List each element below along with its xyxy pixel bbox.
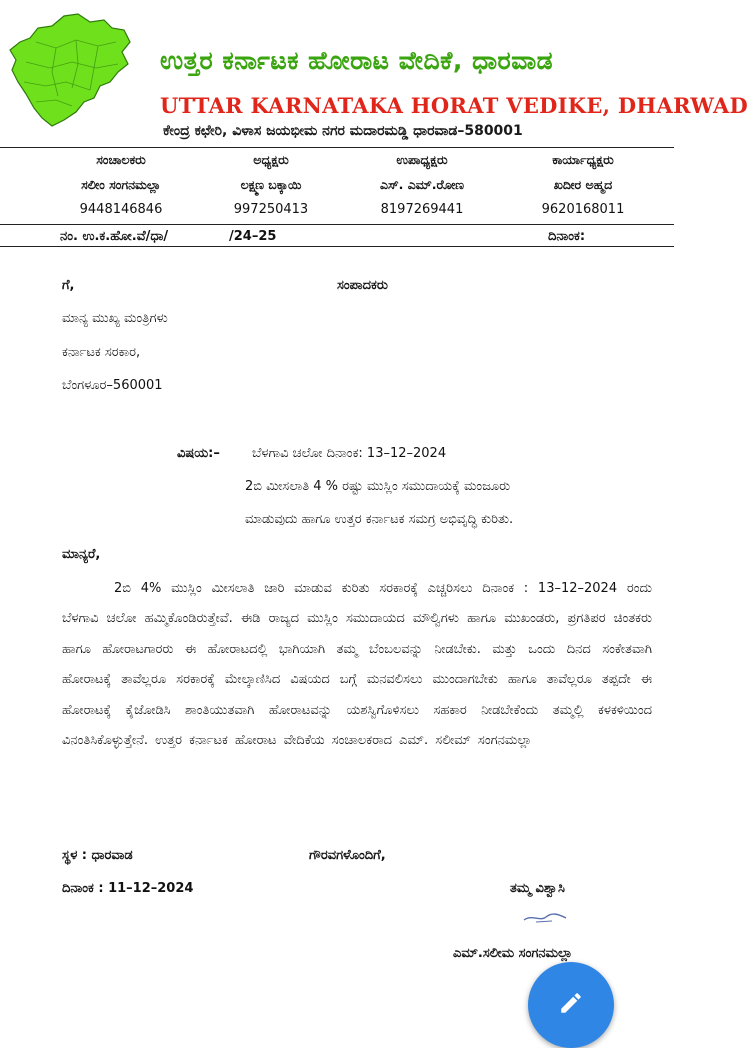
official-phone: 997250413 — [233, 202, 309, 217]
official-role: ಉಪಾಧ್ಯಕ್ಷರು — [396, 152, 448, 167]
reference-number: ನಂ. ಉ.ಕ.ಹೋ.ವೆ/ಧಾ/ — [60, 229, 169, 244]
yours-faithfully: ತಮ್ಮ ವಿಶ್ವಾಸಿ — [510, 881, 565, 896]
recipient-line: ಬೆಂಗಳೂರ–560001 — [62, 378, 163, 393]
cc-editor: ಸಂಪಾದಕರು — [337, 278, 388, 293]
official-name: ಲಕ್ಷ್ಮಣ ಬಕ್ಕಾಯಿ — [240, 177, 302, 192]
official-phone: 8197269441 — [380, 202, 464, 217]
reference-year: /24–25 — [229, 229, 277, 244]
official-name: ಎಸ್. ಎಮ್.ರೋಣ — [379, 177, 465, 192]
official-role: ಸಂಚಾಲಕರು — [96, 152, 146, 167]
subject-line: ಬೆಳಗಾವಿ ಚಲೋ ದಿನಾಂಕ: 13–12–2024 — [252, 446, 447, 461]
org-name-kannada: ಉತ್ತರ ಕರ್ನಾಟಕ ಹೋರಾಟ ವೇದಿಕೆ, ಧಾರವಾಡ — [160, 46, 554, 75]
official-vice-president — [338, 152, 506, 217]
signatory-name: ಎಮ್.ಸಲೀಮ ಸಂಗನಮಲ್ಲಾ — [453, 946, 573, 961]
officials-divider — [0, 224, 674, 225]
recipient-line: ಮಾನ್ಯ ಮುಖ್ಯ ಮಂತ್ರಿಗಳು — [62, 311, 168, 326]
place: ಸ್ಥಳ : ಧಾರವಾಡ — [62, 848, 133, 863]
official-role: ಕಾರ್ಯಾಧ್ಯಕ್ಷರು — [552, 152, 614, 167]
official-convener — [37, 152, 205, 217]
subject-line: 2ಬಿ ಮೀಸಲಾತಿ 4 % ರಷ್ಟು ಮುಸ್ಲಿಂ ಸಮುದಾಯಕ್ಕೆ ಮಂಜೂರು — [245, 479, 511, 494]
official-role: ಅಧ್ಯಕ್ಷರು — [253, 152, 289, 167]
recipient-line: ಕರ್ನಾಟಕ ಸರಕಾರ, — [62, 345, 141, 360]
office-address: ಕೇಂದ್ರ ಕಛೇರಿ, ವಿಳಾಸ ಜಯಭೀಮ ನಗರ ಮದಾರಮಡ್ಡಿ ಧಾರವಾಡ–580001 — [163, 123, 523, 139]
official-working-president — [499, 152, 667, 217]
official-name: ಸಲೀಂ ಸಂಗನಮಲ್ಲಾ — [81, 177, 161, 192]
reference-divider — [0, 246, 674, 247]
letter-date: ದಿನಾಂಕ : 11–12–2024 — [62, 881, 194, 896]
subject-line: ಮಾಡುವುದು ಹಾಗೂ ಉತ್ತರ ಕರ್ನಾಟಕ ಸಮಗ್ರ ಅಭಿವೃದ್ಧಿ ಕುರಿತು. — [245, 512, 514, 527]
letter-body-text: 2ಬಿ 4% ಮುಸ್ಲಿಂ ಮೀಸಲಾತಿ ಜಾರಿ ಮಾಡುವ ಕುರಿತು ಸರಕಾರಕ್ಕೆ ಎಚ್ಚರಿಸಲು ದಿನಾಂಕ : 13–12–2024 ರಂದು ಬೆಳಗಾವಿ ಚಲೋ ಹಮ್ಮಿಕೊಂಡಿರುತ್ತೇವೆ. ಈಡಿ ರಾಜ್ಯದ ಮುಸ್ಲಿಂ ಸಮುದಾಯದ ಮೌಲ್ವಿಗಳು ಹಾಗೂ ಮುಖಂಡರು, ಪ್ರಗತಿಪರ ಚಿಂತಕರು ಹಾಗೂ ಹೋರಾಟಗಾರರು ಈ ಹೋರಾಟದಲ್ಲಿ ಭಾಗಿಯಾಗಿ ತಮ್ಮ ಬೆಂಬಲವನ್ನು ನೀಡಬೇಕು. ಮತ್ತು ಒಂದು ದಿನದ ಸಂಕೇತವಾಗಿ ಹೋರಾಟಕ್ಕೆ ತಾವೆಲ್ಲರೂ ಸರಕಾರಕ್ಕೆ ಮೇಲ್ಕಾಣಿಸಿದ ವಿಷಯದ ಬಗ್ಗೆ ಮನವಲಿಸಲು ಮುಂದಾಗಬೇಕು ಹಾಗೂ ತಾವೆಲ್ಲರೂ ತಪ್ಪದೇ ಈ ಹೋರಾಟಕ್ಕೆ ಕೈಜೋಡಿಸಿ ಶಾಂತಿಯುತವಾಗಿ ಹೋರಾಟವನ್ನು ಯಶಸ್ವಿಗೊಳಿಸಲು ಸಹಕಾರ ನೀಡಬೇಕೆಂದು ತಮ್ಮಲ್ಲಿ ಕಳಕಳಿಯಿಂದ ವಿನಂತಿಸಿಕೊಳ್ಳುತ್ತೇನೆ. ಉತ್ತರ ಕರ್ನಾಟಕ ಹೋರಾಟ ವೇದಿಕೆಯ ಸಂಚಾಲಕರಾದ ಎಮ್. ಸಲೀಮ್ ಸಂಗನಮಲ್ಲಾ — [62, 581, 652, 749]
official-phone: 9448146846 — [79, 202, 163, 217]
signature-mark — [522, 908, 568, 926]
karnataka-map-logo — [6, 12, 134, 130]
official-phone: 9620168011 — [541, 202, 625, 217]
pencil-icon — [558, 990, 584, 1016]
org-name-english: UTTAR KARNATAKA HORAT VEDIKE, DHARWAD — [160, 93, 748, 118]
to-label: ಗೆ, — [62, 278, 75, 293]
subject-label: ವಿಷಯ:– — [177, 446, 220, 461]
letter-body — [62, 574, 652, 756]
official-name: ಖದೀರ ಅಹ್ಮದ — [553, 177, 613, 192]
official-president — [187, 152, 355, 217]
regards: ಗೌರವಗಳೊಂದಿಗೆ, — [309, 848, 386, 863]
header-divider — [0, 147, 674, 148]
date-label: ದಿನಾಂಕ: — [548, 229, 586, 244]
edit-fab-button[interactable] — [528, 962, 614, 1048]
salutation: ಮಾನ್ಯರೆ, — [62, 547, 101, 562]
